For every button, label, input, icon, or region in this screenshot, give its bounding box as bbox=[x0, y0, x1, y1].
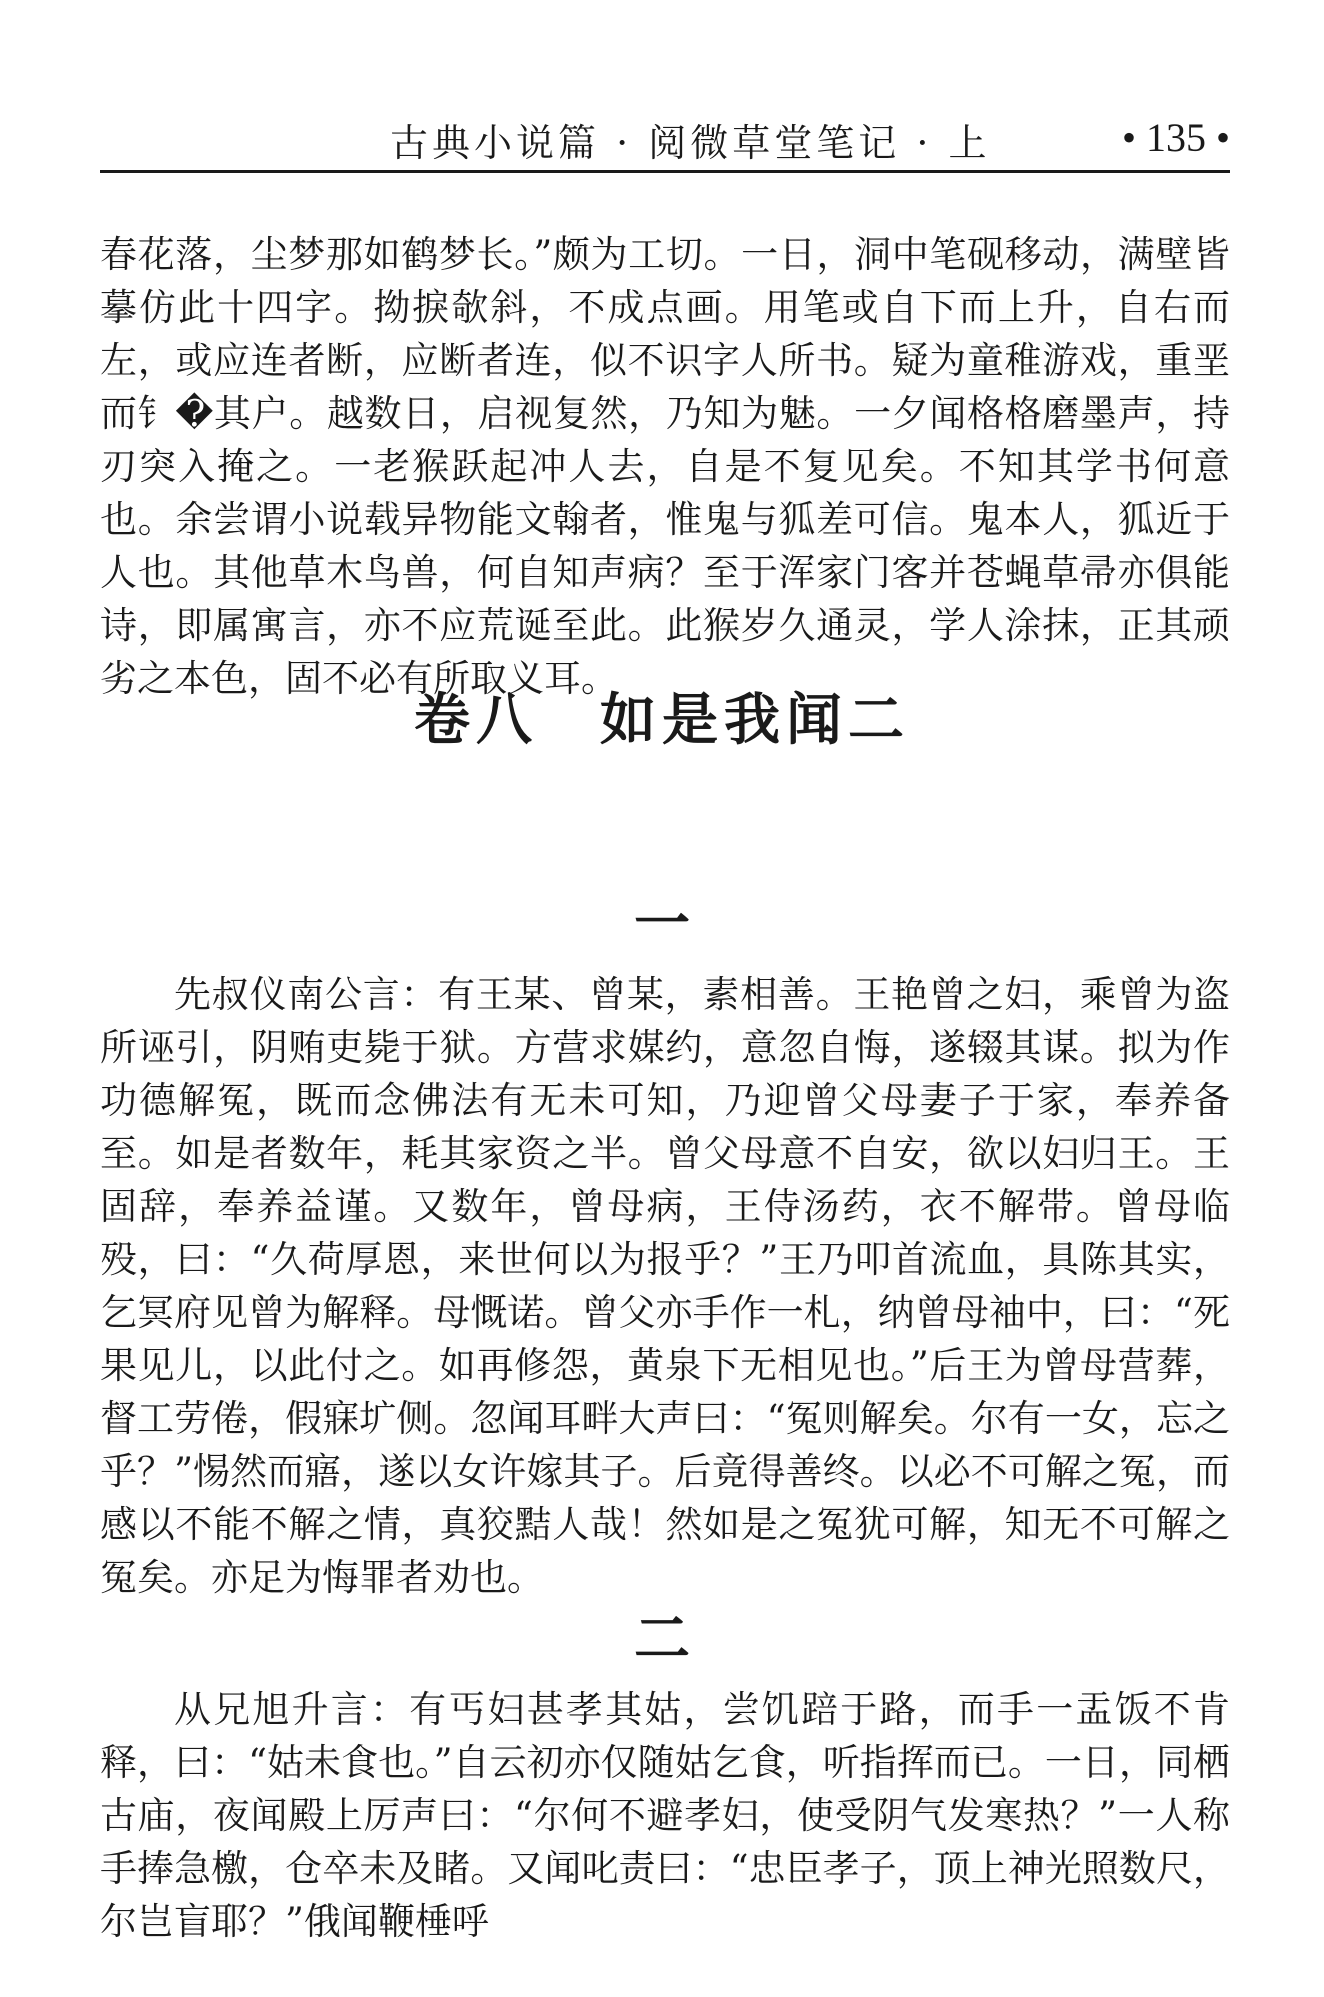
page-number-bullet-left: • bbox=[1121, 115, 1136, 160]
page-number bbox=[1122, 114, 1230, 161]
section-2-paragraph: 从兄旭升言：有丐妇甚孝其姑，尝饥踣于路，而手一盂饭不肯释，曰：“姑未食也。”自云初亦仅随姑乞食，听指挥而已。一日，同栖古庙，夜闻殿上厉声曰：“尔何不避孝妇，使受阴气发寒热？”一人称手捧急檄，仓卒未及睹。又闻叱责曰：“忠臣孝子，顶上神光照数尺，尔岂盲耶？”俄闻鞭棰呼 bbox=[100, 1688, 1230, 1943]
page-number-bullet-right: • bbox=[1215, 115, 1230, 160]
section-number-1: 一 bbox=[634, 892, 690, 957]
continued-paragraph: 春花落，尘梦那如鹤梦长。”颇为工切。一日，洞中笔砚移动，满壁皆摹仿此十四字。拗捩欹斜，不成点画。用笔或自下而上升，自右而左，或应连者断，应断者连，似不识字人所书。疑为童稚游戏，重垩而钅�其户。越数日，启视复然，乃知为魅。一夕闻格格磨墨声，持刃突入掩之。一老猴跃起冲人去，自是不复见矣。不知其学书何意也。余尝谓小说载异物能文翰者，惟鬼与狐差可信。鬼本人，狐近于人也。其他草木鸟兽，何自知声病？至于浑家门客并苍蝇草帚亦俱能诗，即属寓言，亦不应荒诞至此。此猴岁久通灵，学人涂抹，正其顽劣之本色，固不必有所取义耳。 bbox=[100, 233, 1230, 700]
page-number-value: 135 bbox=[1145, 115, 1206, 160]
chapter-title: 卷八 如是我闻二 bbox=[414, 688, 910, 753]
section-number-2: 二 bbox=[634, 1607, 690, 1672]
running-head-title: 古典小说篇 · 阅微草堂笔记 · 上 bbox=[390, 121, 991, 165]
section-1-paragraph: 先叔仪南公言：有王某、曾某，素相善。王艳曾之妇，乘曾为盗所诬引，阴贿吏毙于狱。方营求媒约，意忽自悔，遂辍其谋。拟为作功德解冤，既而念佛法有无未可知，乃迎曾父母妻子于家，奉养备至。如是者数年，耗其家资之半。曾父母意不自安，欲以妇归王。王固辞，奉养益谨。又数年，曾母病，王侍汤药，衣不解带。曾母临殁，曰：“久荷厚恩，来世何以为报乎？”王乃叩首流血，具陈其实，乞冥府见曾为解释。母慨诺。曾父亦手作一札，纳曾母袖中，曰：“死果见儿，以此付之。如再修怨，黄泉下无相见也。”后王为曾母营葬，督工劳倦，假寐圹侧。忽闻耳畔大声曰：“冤则解矣。尔有一女，忘之乎？”惕然而寤，遂以女许嫁其子。后竟得善终。以必不可解之冤，而感以不能不解之情，真狡黠人哉！然如是之冤犹可解，知无不可解之冤矣。亦足为悔罪者劝也。 bbox=[100, 973, 1230, 1599]
running-header bbox=[100, 108, 1230, 173]
